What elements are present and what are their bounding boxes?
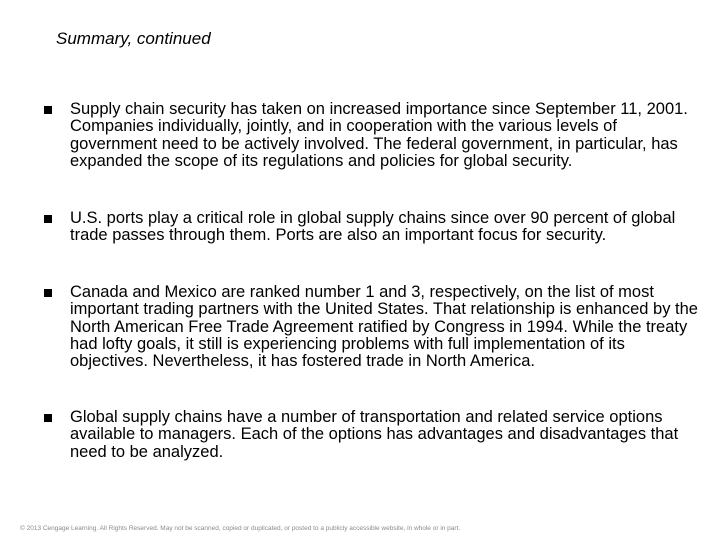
bullet-item [70, 210, 700, 245]
square-bullet-icon [44, 215, 52, 223]
bullet-item [70, 284, 700, 370]
square-bullet-icon [44, 414, 52, 422]
bullet-text: Global supply chains have a number of transportation and related service options available to managers. Each of the options has advantages and disadvantages that need to be analyzed. [70, 408, 679, 461]
bullet-text: Supply chain security has taken on increased importance since September 11, 2001. Companies individually, jointly, and in cooperation with the various levels of government need to be actively involved. The federal government, in particular, has expanded the scope of its regulations and policies for global security. [70, 100, 688, 170]
bullet-text: Canada and Mexico are ranked number 1 and 3, respectively, on the list of most important trading partners with the United States. That relationship is enhanced by the North American Free Trade Agreement ratified by Congress in 1994. While the treaty had lofty goals, it still is experiencing problems with full implementation of its objectives. Nevertheless, it has fostered trade in North America. [70, 283, 698, 371]
bullet-text: U.S. ports play a critical role in global supply chains since over 90 percent of global trade passes through them. Ports are also an important focus for security. [70, 209, 676, 245]
bullet-item [70, 409, 700, 461]
square-bullet-icon [44, 106, 52, 114]
bullet-item [70, 101, 700, 170]
square-bullet-icon [44, 289, 52, 297]
slide-title: Summary, continued [56, 29, 211, 48]
copyright-footer: © 2013 Cengage Learning. All Rights Reserved. May not be scanned, copied or duplicated, or posted to a publicly accessible website, in whole or in part. [20, 525, 461, 532]
